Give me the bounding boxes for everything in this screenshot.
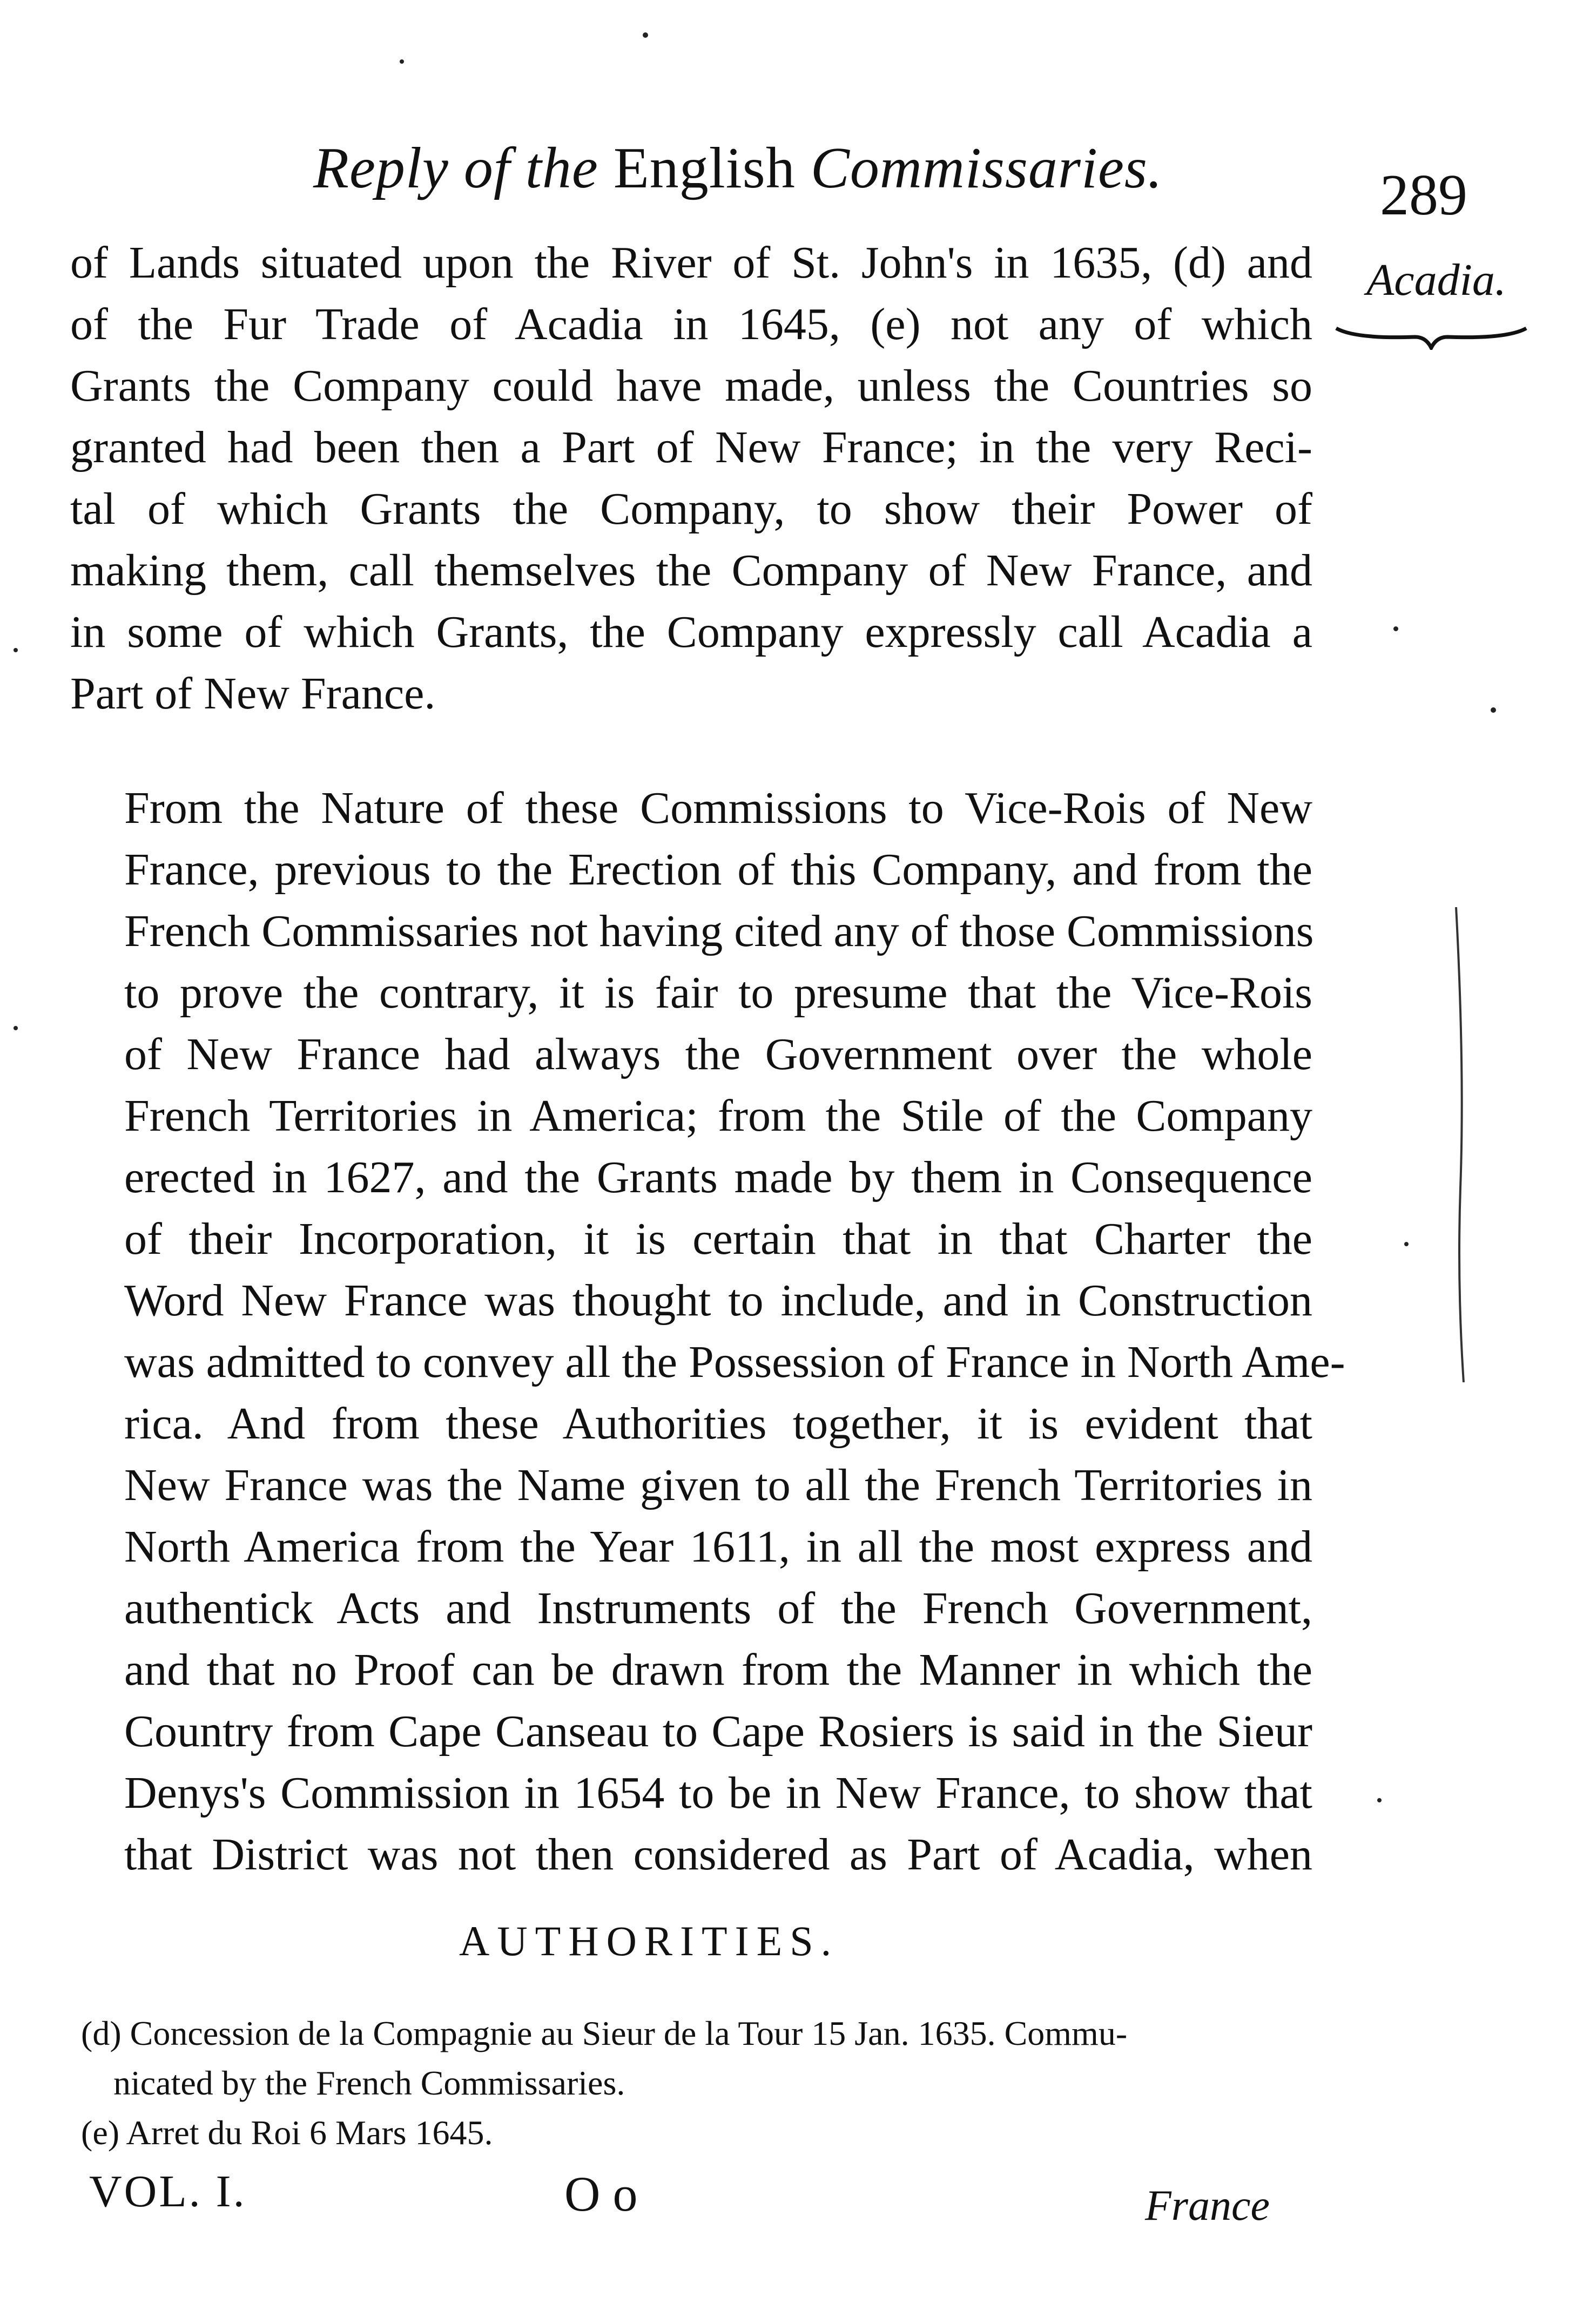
paragraph-2-line: authentick Acts and Instruments of the French Government, — [124, 1583, 1312, 1633]
paragraph-1-line: Part of New France. — [70, 668, 436, 719]
paragraph-2 — [70, 778, 1345, 1886]
paragraph-2-line: New France was the Name given to all the French Territories in — [124, 1460, 1312, 1510]
running-head-english: English — [613, 136, 796, 200]
paragraph-2-line: French Commissaries not having cited any of those Commissions — [124, 906, 1314, 956]
paragraph-2-line: of their Incorporation, it is certain that in that Charter the — [124, 1214, 1312, 1264]
signature-mark: O o — [564, 2166, 638, 2221]
ink-speck — [1393, 626, 1398, 631]
paragraph-1-line: making them, call themselves the Company of New France, and — [70, 545, 1312, 596]
paragraph-2-line: rica. And from these Authorities together, it is evident that — [124, 1399, 1312, 1449]
paragraph-1-line: in some of which Grants, the Company expressly call Acadia a — [70, 607, 1312, 657]
footnote-e: (e) Arret du Roi 6 Mars 1645. — [81, 2113, 493, 2152]
paragraph-2-line: From the Nature of these Commissions to Vice-Rois of New — [124, 783, 1312, 833]
paragraph-1 — [70, 232, 1312, 725]
running-head-commissaries: Commissaries. — [810, 136, 1163, 200]
ink-speck — [14, 648, 18, 652]
paragraph-2-line: was admitted to convey all the Possession of France in North Ame- — [124, 1337, 1345, 1387]
running-head-the: the — [525, 136, 598, 200]
paragraph-2-line: that District was not then considered as Part of Acadia, when — [124, 1829, 1312, 1880]
paragraph-2-line: French Territories in America; from the Stile of the Company — [124, 1091, 1312, 1141]
page-number: 289 — [1380, 163, 1467, 227]
paragraph-1-line: of the Fur Trade of Acadia in 1645, (e) not any of which — [70, 299, 1312, 349]
paragraph-2-line: Country from Cape Canseau to Cape Rosiers is said in the Sieur — [124, 1706, 1312, 1756]
paragraph-2-line: North America from the Year 1611, in all the most express and — [124, 1522, 1312, 1572]
catchword: France — [1145, 2182, 1270, 2230]
ink-speck — [400, 59, 404, 64]
paragraph-2-line: Denys's Commission in 1654 to be in New France, to show that — [124, 1768, 1312, 1818]
running-head — [313, 135, 1163, 202]
ink-speck — [14, 1026, 18, 1030]
ink-speck — [643, 32, 648, 38]
paragraph-1-line: granted had been then a Part of New France; in the very Reci- — [70, 422, 1312, 472]
running-head-of: of — [463, 136, 510, 200]
ink-speck — [1377, 1798, 1382, 1802]
authorities-heading: AUTHORITIES. — [459, 1917, 839, 1964]
footnote-d: (d) Concession de la Compagnie au Sieur de la Tour 15 Jan. 1635. Commu- — [81, 2014, 1128, 2052]
ink-speck — [1404, 1242, 1409, 1246]
margin-pen-stroke — [1453, 907, 1469, 1382]
margin-brace-icon — [1334, 324, 1528, 350]
paragraph-2-line: and that no Proof can be drawn from the Manner in which the — [124, 1645, 1312, 1695]
paragraph-1-line: tal of which Grants the Company, to show their Power of — [70, 484, 1312, 534]
paragraph-2-line: France, previous to the Erection of this Company, and from the — [124, 845, 1312, 895]
paragraph-1-line: of Lands situated upon the River of St. John's in 1635, (d) and — [70, 238, 1312, 288]
ink-speck — [1491, 707, 1496, 713]
paragraph-1-line: Grants the Company could have made, unless the Countries so — [70, 361, 1312, 411]
footnotes — [81, 2009, 1285, 2158]
running-head-reply: Reply — [313, 136, 449, 200]
footnote-d-continued: nicated by the French Commissaries. — [113, 2064, 625, 2102]
margin-note: Acadia. — [1366, 255, 1506, 305]
paragraph-2-line: Word New France was thought to include, and in Construction — [124, 1275, 1312, 1326]
volume-mark: VOL. I. — [89, 2166, 247, 2217]
paragraph-2-line: to prove the contrary, it is fair to presume that the Vice-Rois — [124, 968, 1312, 1018]
paragraph-2-line: of New France had always the Government over the whole — [124, 1029, 1312, 1079]
paragraph-2-line: erected in 1627, and the Grants made by them in Consequence — [124, 1152, 1312, 1202]
